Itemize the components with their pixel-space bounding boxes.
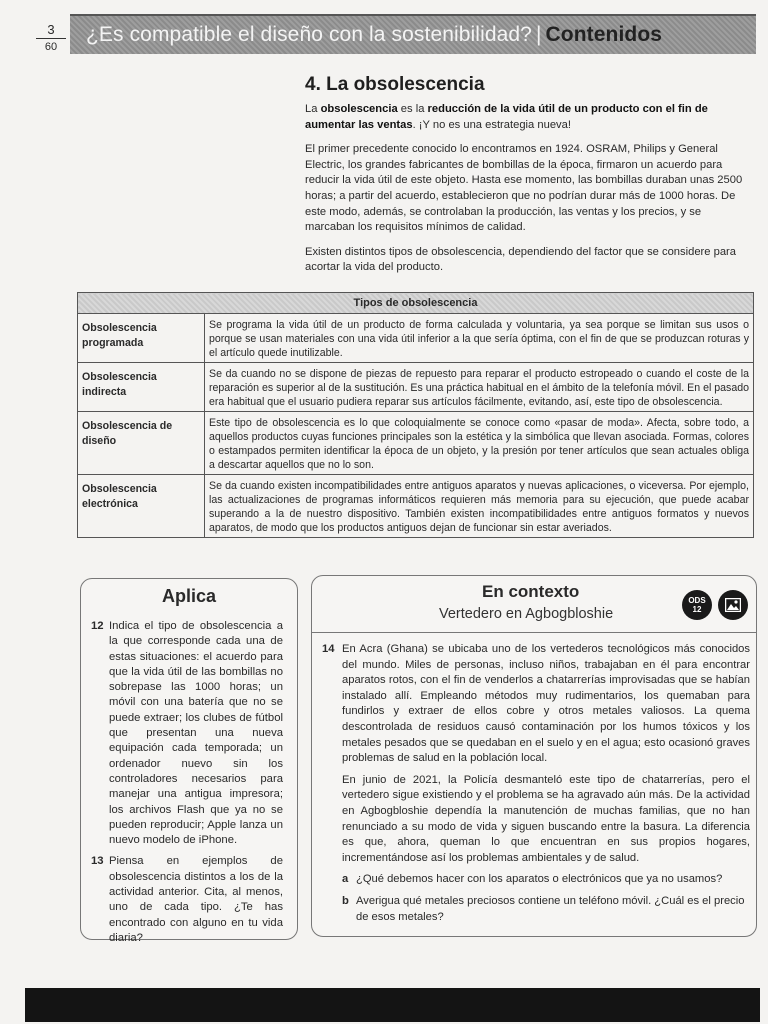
ods-badge [682,590,712,620]
intro-tail: . ¡Y no es una estrategia nueva! [412,118,571,131]
page-number-current: 3 [36,22,66,39]
section-title: 4. La obsolescencia [305,74,485,95]
intro-bold-term: obsolescencia [320,103,398,115]
contexto-divider [312,632,756,633]
header-section-name: Contenidos [545,23,663,46]
row-description: Se da cuando no se dispone de piezas de repuesto para reparar el producto estropeado o cuando el coste de la reparación es superior al de la sustitución. Es una práctica habitual en el ámbito de la telefonía móvil. En el pasado era habitual que el usuario pudiera reparar sus artículos fácilmente, evitando, así, este tipo de obsolescencia. [205,363,754,412]
row-description: Se da cuando existen incompatibilidades entre antiguos aparatos y nuevas aplicaciones, o viceversa. Por ejemplo, las actualizaciones de programas informáticos requieren más memoria para su ejecución, que puede acabar superando a la de nuestro dispositivo. También existen incompatibilidades entre antiguos formatos y nuevos aparatos, de modo que los productos antiguos dejan de funcionar sin estar averiados. [205,475,754,538]
footer-bar [25,988,760,1022]
question-item [342,894,750,925]
row-term: Obsolescencia electrónica [78,475,205,538]
exercise-item [322,642,750,767]
aplica-title: Aplica [161,586,217,606]
question-letter: a [342,873,349,886]
page-number-total: 60 [44,41,58,53]
row-description: Se programa la vida útil de un producto de forma calculada y voluntaria, ya sea porque se limitan sus usos o porque se usan materiales con una vida útil inferior a la que sería óptima, con el fin de que se produzcan roturas y el artículo quede inutilizable. [205,314,754,363]
en-contexto-box [311,575,757,937]
header-title [86,23,662,47]
row-term: Obsolescencia indirecta [78,363,205,412]
intro-paragraph-1 [305,102,753,133]
row-term: Obsolescencia programada [78,314,205,363]
header-band [70,14,756,54]
exercise-text: Indica el tipo de obsolescencia a la que corresponde cada una de estas situaciones: el acuerdo para que la vida útil de las bombillas no sobrepase las 1000 horas; un móvil con una batería que no se puede extraer; los clubes de fútbol que presentan una nueva equipación cada temporada; un ordenador nuevo sin los controladores necesarios para manejar una antigua impresora; los archivos Flash que ya no se pueden reproducir; Apple lanza un nuevo modelo de iPhone. [109,620,283,847]
exercise-item [91,619,283,848]
table-row [78,412,754,475]
aplica-box [80,578,298,944]
intro-bold-definition: reducción de la vida útil de un producto con el fin de aumentar las ventas [305,103,708,131]
contexto-paragraph-2: En junio de 2021, la Policía desmanteló este tipo de chatarrerías, pero el vertedero sigue existiendo y el problema se ha agravado aún más. De la actividad en Agbogbloshie dependía la manutención de muchas familias, que no han renunciado a su modo de vida y siguen buscando entre la basura. La diferencia es que, ahora, queman lo que encuentran en sus propios hogares, incrementándose así los problemas ambientales y de salud. [342,773,750,864]
image-icon [718,590,748,620]
page-number [36,22,66,55]
exercise-number: 14 [322,643,335,655]
ods-badge-number: 12 [692,605,702,614]
table-row [78,314,754,363]
question-text: Averigua qué metales preciosos contiene un teléfono móvil. ¿Cuál es el precio de esos metales? [356,894,745,923]
intro-paragraph-3: Existen distintos tipos de obsolescencia, dependiendo del factor que se considere para acortar la vida del producto. [305,245,736,274]
intro-lead-1: La [305,103,321,115]
exercise-text: Piensa en ejemplos de obsolescencia distintos a los de la actividad anterior. Cita, al menos, uno de cada tipo. ¿Te has encontrado con alguno en tu vida diaria? [109,855,283,944]
exercise-item [91,854,283,946]
obsolescence-types-table [77,292,754,538]
intro-text [305,102,753,285]
ods-badge-label: ODS [688,596,706,605]
header-separator: | [535,23,542,46]
exercise-number: 12 [91,620,104,632]
contexto-title: En contexto [482,582,580,601]
intro-lead-2: es la [397,103,428,115]
row-description: Este tipo de obsolescencia es lo que coloquialmente se conoce como «pasar de moda». Afecta, sobre todo, a aquellos productos cuyas funciones principales son la estética y la simbólica que llevan asociada. Formas, colores o estampados permiten identificar la época de un objeto, y la presión por tener artículos que sean actuales obliga a descartar aquellos que no lo son. [205,412,754,475]
contexto-subtitle: Vertedero en Agbogbloshie [439,606,614,622]
intro-paragraph-2: El primer precedente conocido lo encontramos en 1924. OSRAM, Philips y General Electric, los grandes fabricantes de bombillas de la época, firmaron un acuerdo para reducir la vida útil de este objeto. Hasta ese momento, las bombillas duraban unas 2500 horas; a partir del acuerdo, establecieron que no podrían durar más de 1000 horas. De este modo, además, se controlaban la producción, las ventas y los precios, y se marcaban los requisitos mínimos de calidad. [305,143,743,234]
exercise-number: 13 [91,855,104,868]
table-row [78,475,754,538]
header-title-prefix: ¿Es compatible el diseño con la sostenibilidad? [86,23,532,46]
row-term: Obsolescencia de diseño [78,412,205,475]
aplica-body [81,619,297,946]
table-row [78,363,754,412]
contexto-body [322,642,750,925]
question-letter: b [342,894,349,907]
question-item [342,872,750,888]
contexto-paragraph-1: En Acra (Ghana) se ubicaba uno de los vertederos tecnológicos más conocidos del mundo. Miles de personas, incluso niños, trabajaban en él para encontrar aparatos rotos, con el fin de venderlos a chatarrerías improvisadas que se habían instalado allí. Empleando métodos muy rudimentarios, los quemaban para fundirlos y extraer de ellos cobre y otros metales valiosos. La quema descontrolada de residuos causó contaminación por los humos tóxicos y los metales pesados que se quedaban en el suelo y en el agua; esto ocasionó graves problemas de salud en la población local. [342,643,750,765]
question-text: ¿Qué debemos hacer con los aparatos o electrónicos que ya no usamos? [356,873,723,886]
table-header: Tipos de obsolescencia [78,293,754,314]
